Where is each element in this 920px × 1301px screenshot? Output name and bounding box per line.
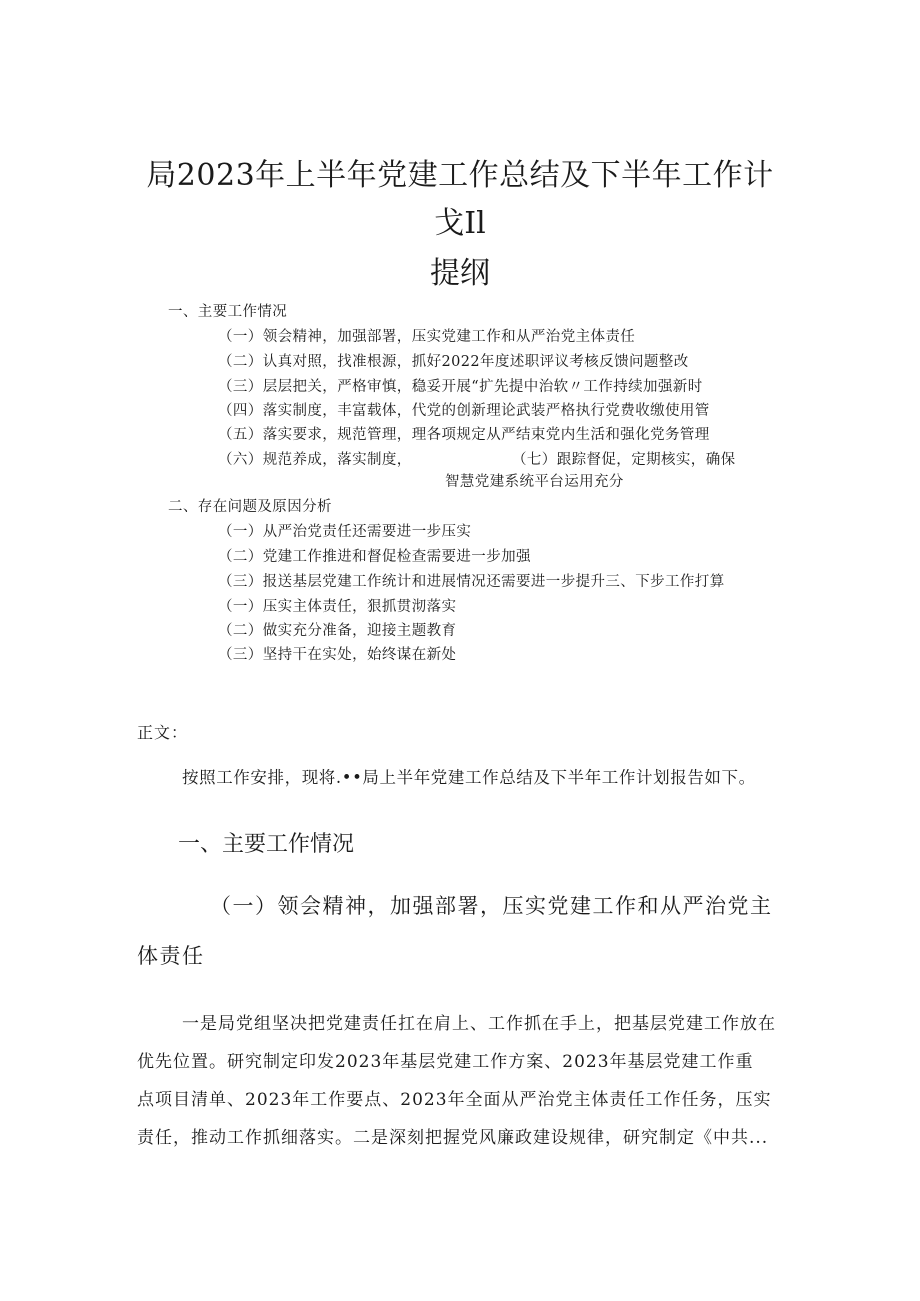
outline-section-2: 二、存在问题及原因分析 bbox=[168, 499, 332, 515]
body-label: 正文： bbox=[137, 723, 189, 742]
paragraph-line: 点项目清单、2023年工作要点、2023年全面从严治党主体责任工作任务，压实 bbox=[137, 1090, 772, 1110]
outline-item: （一）从严治党责任还需要进一步压实 bbox=[218, 524, 472, 540]
subsection-heading-continuation: 体责任 bbox=[137, 944, 205, 968]
paragraph-line: 责任，推动工作抓细落实。二是深刻把握党风廉政建设规律，研究制定《中共... bbox=[137, 1128, 769, 1148]
document-title-line1: 局2023年上半年党建工作总结及下半年工作计 bbox=[146, 158, 774, 193]
outline-item: （四）落实制度，丰富载体，代党的创新理论武装严格执行党费收缴使用管 bbox=[218, 403, 710, 419]
outline-item: （三）坚持干在实处，始终谋在新处 bbox=[218, 647, 457, 663]
outline-item: （一）压实主体责任，狠抓贯沏落实 bbox=[218, 599, 457, 615]
document-title-line2: 戈Il bbox=[434, 206, 486, 241]
intro-paragraph: 按照工作安排，现将.••局上半年党建工作总结及下半年工作计划报告如下。 bbox=[182, 768, 756, 787]
paragraph-line: 优先位置。研究制定印发2023年基层党建工作方案、2023年基层党建工作重 bbox=[137, 1052, 754, 1072]
outline-item: （六）规范养成，落实制度， bbox=[218, 452, 412, 468]
document-subtitle: 提纲 bbox=[430, 256, 490, 291]
outline-item: （一）领会精神，加强部署，压实党建工作和从严治党主体责任 bbox=[218, 329, 636, 345]
outline-section-1: 一、主要工作情况 bbox=[168, 304, 288, 320]
outline-item-continuation: 智慧党建系统平台运用充分 bbox=[445, 474, 624, 490]
outline-item: （三）报送基层党建工作统计和进展情况还需要进一步提升三、下步工作打算 bbox=[218, 574, 725, 590]
outline-item: （二）做实充分准备，迎接主题教育 bbox=[218, 623, 457, 639]
section-heading: 一、主要工作情况 bbox=[178, 832, 355, 857]
paragraph-line: 一是局党组坚决把党建责任扛在肩上、工作抓在手上，把基层党建工作放在 bbox=[182, 1014, 776, 1034]
subsection-heading: （一）领会精神，加强部署，压实党建工作和从严治党主 bbox=[210, 894, 773, 918]
outline-item: （七）跟踪督促，定期核实，确保 bbox=[512, 452, 736, 468]
outline-item: （三）层层把关，严格审慎，稳妥开展“扩先提中治软〃工作持续加强新时 bbox=[218, 379, 703, 395]
outline-item: （二）认真对照，找准根源，抓好2022年度述职评议考核反馈问题整改 bbox=[218, 354, 689, 370]
outline-item: （二）党建工作推进和督促检查需要进一步加强 bbox=[218, 549, 531, 565]
outline-item: （五）落实要求，规范管理，理各项规定从严结束党内生活和强化党务管理 bbox=[218, 427, 710, 443]
